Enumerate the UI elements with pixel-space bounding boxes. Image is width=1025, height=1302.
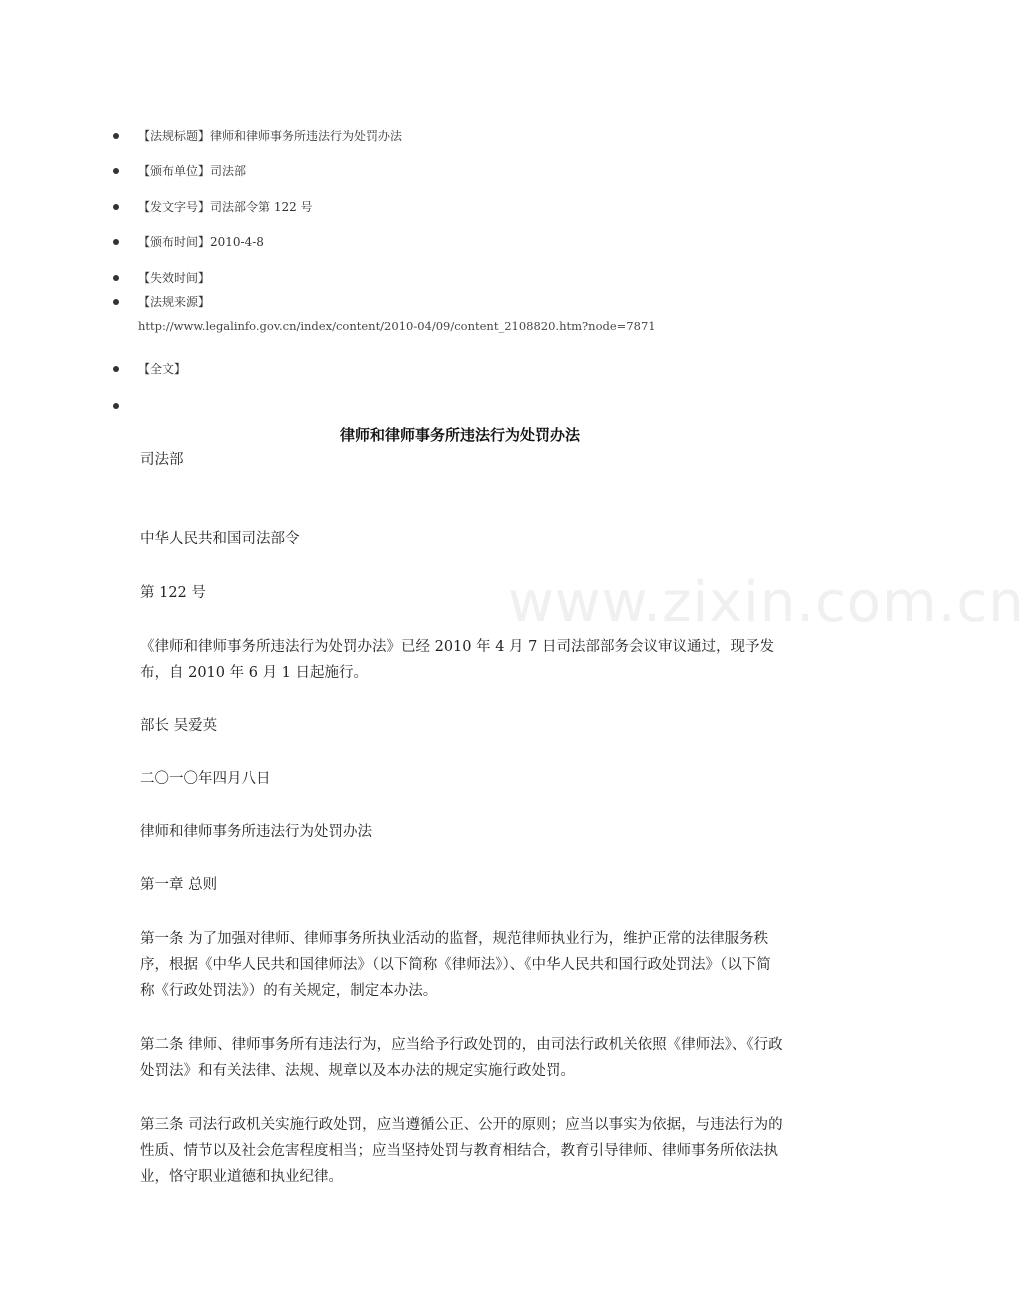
paragraph: 《律师和律师事务所违法行为处罚办法》已经 2010 年 4 月 7 日司法部部务会议审议通过，现予发布，自 2010 年 6 月 1 日起施行。 <box>140 639 775 681</box>
document-title: 律师和律师事务所违法行为处罚办法 <box>339 426 580 444</box>
paragraph: 律师和律师事务所违法行为处罚办法 <box>140 824 372 840</box>
article: 第三条 司法行政机关实施行政处罚，应当遵循公正、公开的原则；应当以事实为依据，与违法行为的性质、情节以及社会危害程度相当；应当坚持处罚与教育相结合，教育引导律师、律师事务所依法执业，恪守职业道德和执业纪律。 <box>140 1117 783 1185</box>
watermark: www.zixin.com.cn <box>508 570 1025 635</box>
meta-label: 【失效时间】 <box>138 271 211 285</box>
bullet-icon <box>113 133 119 139</box>
source-link[interactable]: http://www.legalinfo.gov.cn/index/content/2010-04/09/content_2108820.htm?node=7871 <box>138 319 656 333</box>
meta-label: 【颁布时间】 <box>138 235 211 249</box>
meta-value: 司法部 <box>210 164 247 178</box>
paragraph: 部长 吴爱英 <box>140 718 218 734</box>
bullet-icon <box>113 168 119 174</box>
article: 第一条 为了加强对律师、律师事务所执业活动的监督，规范律师执业行为，维护正常的法律服务秩序，根据《中华人民共和国律师法》（以下简称《律师法》）、《中华人民共和国行政处罚法》（以下简称《行政处罚法》）的有关规定，制定本办法。 <box>140 931 771 999</box>
meta-label: 【法规来源】 <box>138 295 211 309</box>
chapter-heading: 第一章 总则 <box>140 877 218 893</box>
bullet-icon <box>113 403 119 409</box>
meta-label: 【颁布单位】 <box>138 164 211 178</box>
meta-value: 司法部令第 122 号 <box>210 200 313 214</box>
article: 第二条 律师、律师事务所有违法行为，应当给予行政处罚的，由司法行政机关依照《律师法》、《行政处罚法》和有关法律、法规、规章以及本办法的规定实施行政处罚。 <box>140 1037 783 1079</box>
bullet-icon <box>113 204 119 210</box>
meta-label: 【法规标题】 <box>138 129 211 143</box>
meta-value: 2010-4-8 <box>210 235 264 249</box>
bullet-icon <box>113 275 119 281</box>
meta-label: 【发文字号】 <box>138 200 211 214</box>
bullet-icon <box>113 299 119 305</box>
bullet-icon <box>113 366 119 372</box>
paragraph: 第 122 号 <box>140 585 206 601</box>
paragraph: 中华人民共和国司法部令 <box>140 531 300 547</box>
issuer-line: 司法部 <box>140 452 184 468</box>
meta-value: 律师和律师事务所违法行为处罚办法 <box>210 129 403 143</box>
bullet-icon <box>113 239 119 245</box>
meta-label: 【全文】 <box>138 362 187 376</box>
paragraph: 二〇一〇年四月八日 <box>140 771 271 787</box>
